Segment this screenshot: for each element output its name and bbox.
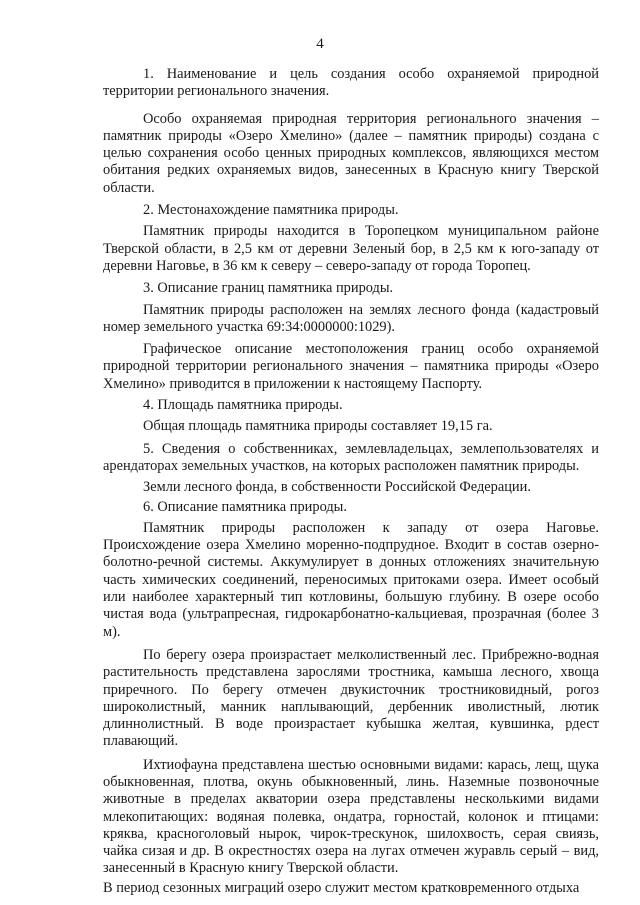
section-heading-6: 6. Описание памятника природы.: [143, 498, 347, 515]
paragraph-lake-description: Памятник природы расположен к западу от озера Наговье. Происхождение озера Хмелино моренно-подпрудное. Входит в состав озерно-болотно-речной системы. Аккумулирует в донных отложениях значительную часть химических соединений, переносимых притоками озера. Имеет особый или наиболее характерный тип котловины, большую глубину. В озере особо чистая вода (ультрапресная, гидрокарбонатно-кальциевая, прозрачная (более 3 м).: [103, 519, 599, 640]
paragraph-area: Общая площадь памятника природы составляет 19,15 га.: [143, 418, 493, 435]
paragraph-vegetation: По берегу озера произрастает мелколиственный лес. Прибрежно-водная растительность представлена зарослями тростника, камыша лесного, хвоща приречного. По берегу отмечен двукисточник тростниковидный, рогоз широколистный, манник наплывающий, дербенник иволистный, лютик длиннолистный. В воде произрастает кубышка желтая, кувшинка, рдест плавающий.: [103, 646, 599, 750]
page-number: 4: [316, 36, 324, 52]
paragraph-graphic-description: Графическое описание местоположения границ особо охраняемой природной территории регионального значения – памятника природы «Озеро Хмелино» приводится в приложении к настоящему Паспорту.: [103, 341, 599, 392]
section-heading-4: 4. Площадь памятника природы.: [143, 397, 343, 414]
document-body: [103, 66, 599, 897]
paragraph-boundaries: Памятник природы расположен на землях лесного фонда (кадастровый номер земельного участка 69:34:0000000:1029).: [103, 301, 599, 335]
paragraph-fauna: Ихтиофауна представлена шестью основными видами: карась, лещ, щука обыкновенная, плотва, окунь обыкновенный, линь. Наземные позвоночные животные в пределах акватории озера представлены несколькими видами млекопитающих: водяная полевка, ондатра, горностай, колонок и птицами: кряква, красноголовый нырок, чирок-трескунок, шилохвость, серая свиязь, чайка сизая и др. В окрестностях озера на лугах отмечен журавль серый – вид, занесенный в Красную книгу Тверской области.: [103, 756, 599, 877]
paragraph-ownership: Земли лесного фонда, в собственности Российской Федерации.: [143, 479, 531, 496]
section-heading-1: 1. Наименование и цель создания особо охраняемой природной территории регионального значения.: [103, 66, 599, 100]
paragraph-purpose: Особо охраняемая природная территория регионального значения – памятник природы «Озеро Хмелино» (далее – памятник природы) создана с целью сохранения особо ценных природных комплексов, являющихся местом обитания редких охраняемых видов, занесенных в Красную книгу Тверской области.: [103, 110, 599, 196]
section-heading-2: 2. Местонахождение памятника природы.: [143, 202, 399, 219]
paragraph-migration: В период сезонных миграций озеро служит местом кратковременного отдыха: [103, 879, 580, 896]
section-heading-5: 5. Сведения о собственниках, землевладельцах, землепользователях и арендаторах земельных участков, на которых расположен памятник природы.: [103, 440, 599, 474]
section-heading-3: 3. Описание границ памятника природы.: [143, 280, 394, 297]
paragraph-location: Памятник природы находится в Торопецком муниципальном районе Тверской области, в 2,5 км от деревни Зеленый бор, в 2,5 км к юго-западу от деревни Наговье, в 36 км к северу – северо-западу от города Торопец.: [103, 223, 599, 274]
